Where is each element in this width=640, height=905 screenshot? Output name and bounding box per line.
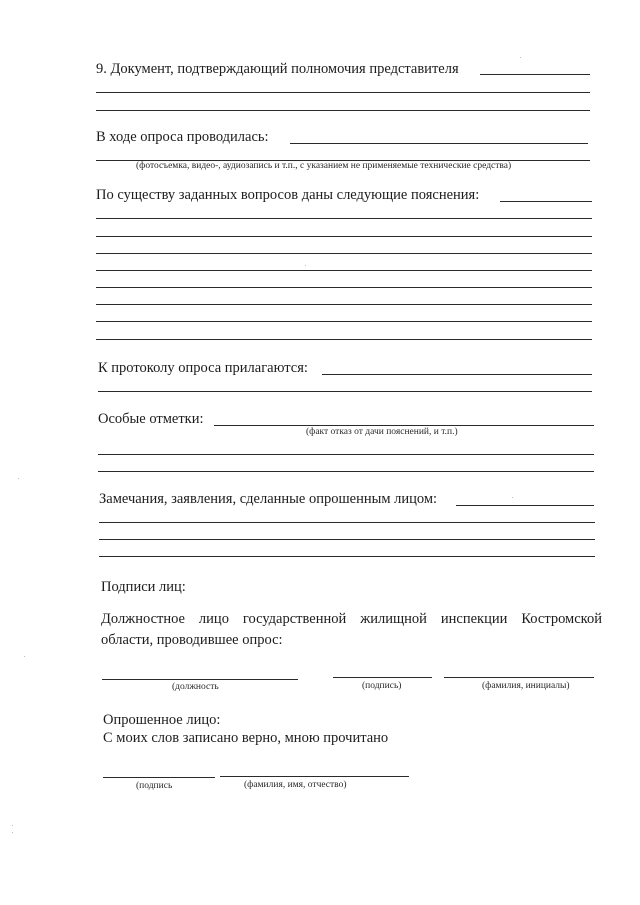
item9-field-line-3[interactable] [96, 110, 590, 111]
special-notes-label: Особые отметки: [98, 411, 204, 427]
recording-label: В ходе опроса проводилась: [96, 129, 269, 145]
scan-speck [12, 825, 13, 826]
signatures-heading: Подписи лиц: [101, 579, 186, 595]
explanations-line-1[interactable] [96, 218, 592, 219]
explanations-line-6[interactable] [96, 304, 592, 305]
explanations-line-5[interactable] [96, 287, 592, 288]
explanations-label: По существу заданных вопросов даны следующие пояснения: [96, 187, 480, 203]
remarks-field-line-2[interactable] [99, 522, 595, 523]
scan-speck [305, 265, 306, 266]
respondent-signature-caption: (подпись [136, 781, 173, 791]
respondent-name-field[interactable] [220, 776, 409, 777]
item9-label: 9. Документ, подтверждающий полномочия представителя [96, 61, 459, 77]
scan-speck [24, 656, 25, 657]
scan-speck [512, 497, 513, 498]
scan-speck [520, 57, 521, 58]
respondent-name-caption: (фамилия, имя, отчество) [244, 780, 347, 790]
item9-field-line-1[interactable] [480, 74, 590, 75]
official-text-line-2: области, проводившее опрос: [101, 632, 283, 648]
official-position-field[interactable] [102, 679, 298, 680]
explanations-line-2[interactable] [96, 236, 592, 237]
scan-speck [18, 478, 19, 479]
respondent-confirmation: С моих слов записано верно, мною прочитано [103, 730, 389, 746]
attachments-field-line-1[interactable] [322, 374, 592, 375]
attachments-field-line-2[interactable] [98, 391, 592, 392]
official-name-caption: (фамилия, инициалы) [482, 681, 570, 691]
official-text-line-1: Должностное лицо государственной жилищной инспекции Костромской [101, 611, 602, 627]
official-signature-field[interactable] [333, 677, 432, 678]
official-signature-caption: (подпись) [362, 681, 402, 691]
respondent-heading: Опрошенное лицо: [103, 712, 221, 728]
remarks-field-line-3[interactable] [99, 539, 595, 540]
special-notes-hint: (факт отказ от дачи пояснений, и т.п.) [306, 427, 458, 437]
special-notes-field-line-1[interactable] [214, 425, 594, 426]
explanations-line-7[interactable] [96, 321, 592, 322]
recording-field-line-1[interactable] [290, 143, 588, 144]
explanations-line-3[interactable] [96, 253, 592, 254]
remarks-field-line-1[interactable] [456, 505, 594, 506]
scan-speck [12, 832, 13, 833]
attachments-label: К протоколу опроса прилагаются: [98, 360, 308, 376]
remarks-field-line-4[interactable] [99, 556, 595, 557]
respondent-signature-field[interactable] [103, 777, 215, 778]
special-notes-field-line-3[interactable] [98, 471, 594, 472]
recording-hint: (фотосъемка, видео-, аудиозапись и т.п., с указанием не применяемые технические средства) [136, 161, 512, 171]
special-notes-field-line-2[interactable] [98, 454, 594, 455]
explanations-line-8[interactable] [96, 339, 592, 340]
item9-field-line-2[interactable] [96, 92, 590, 93]
official-name-field[interactable] [444, 677, 594, 678]
explanations-line-0[interactable] [500, 201, 592, 202]
explanations-line-4[interactable] [96, 270, 592, 271]
remarks-label: Замечания, заявления, сделанные опрошенным лицом: [99, 491, 438, 507]
official-position-caption: (должность [172, 682, 219, 692]
